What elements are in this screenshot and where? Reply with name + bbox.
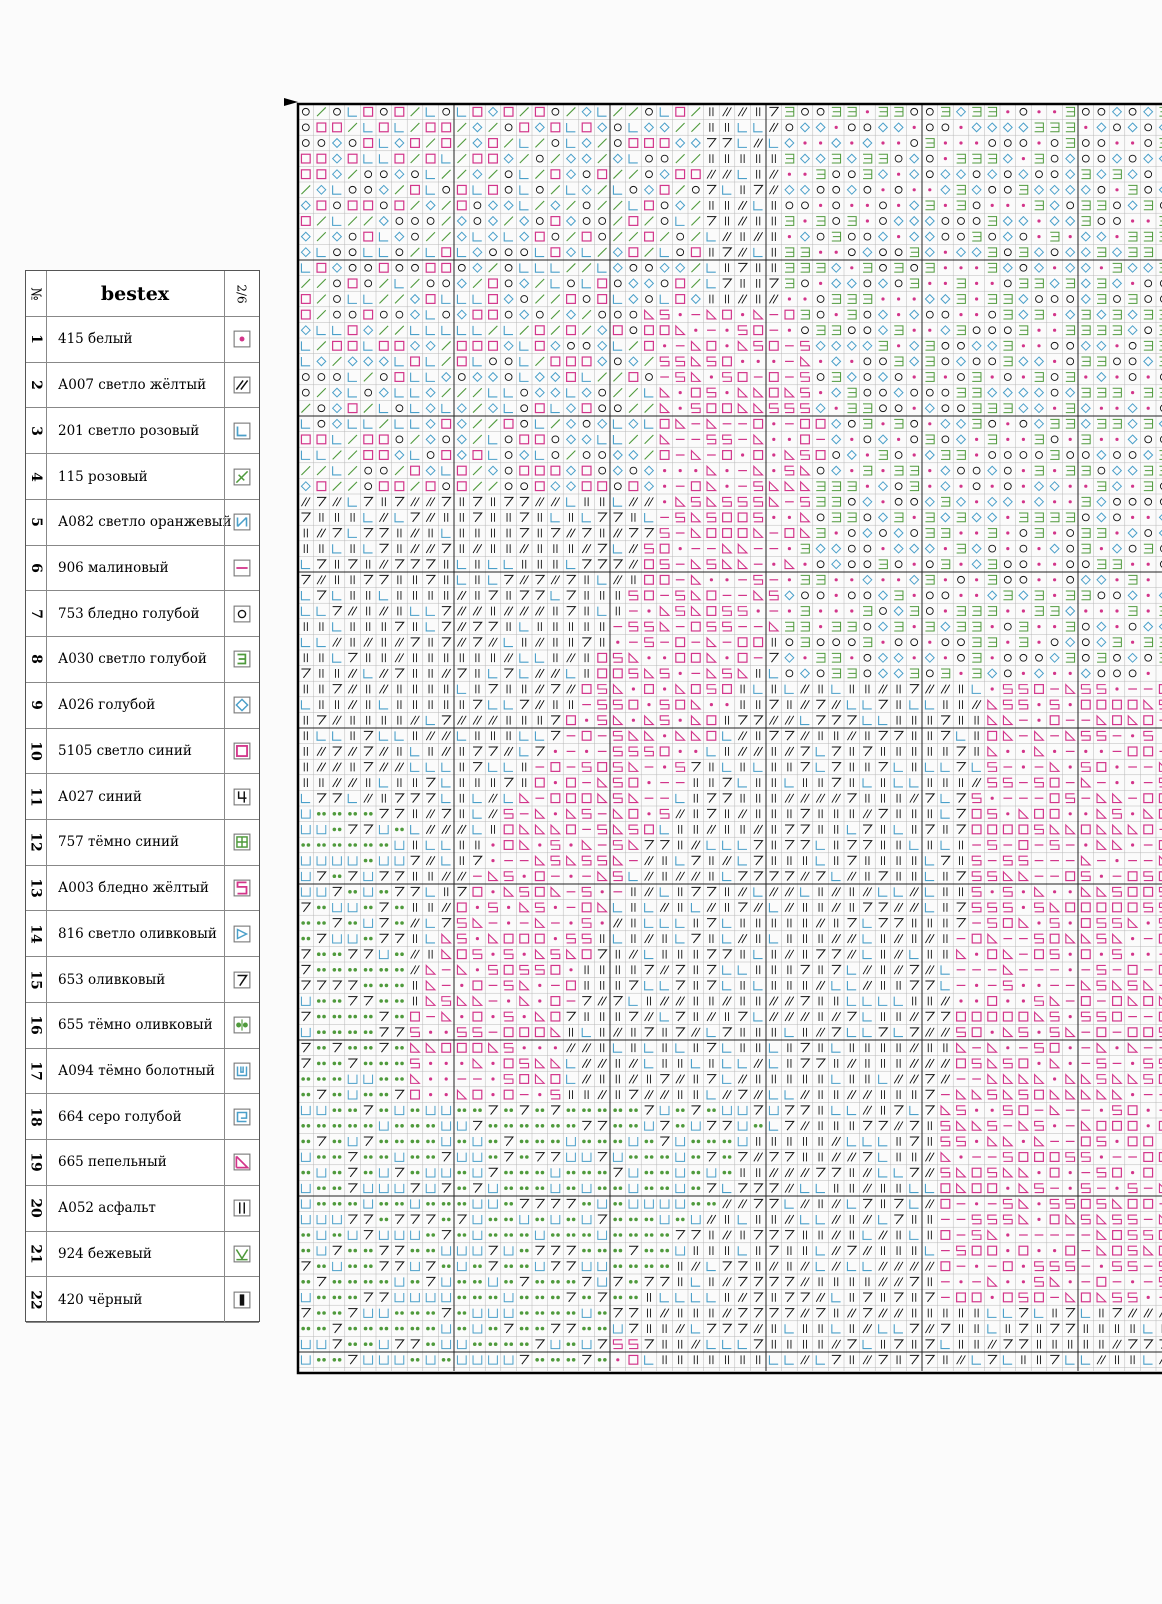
legend-row-label: 665 пепельный: [58, 1154, 167, 1171]
legend-row-number: 15: [27, 969, 44, 990]
legend-row-number: 2: [28, 380, 44, 390]
legend-row-label: 415 белый: [58, 331, 133, 348]
legend-row-label: А027 синий: [58, 788, 142, 805]
legend-row-label: 664 серо голубой: [58, 1108, 182, 1125]
corner-arrow-icon: [284, 98, 298, 106]
stitch-symbols: [301, 107, 1162, 1364]
legend-row-number: 19: [27, 1152, 44, 1173]
legend-row-label: А003 бледно жёлтый: [58, 880, 209, 897]
legend-row-label: 906 малиновый: [58, 559, 169, 576]
legend-row-number: 6: [28, 563, 44, 573]
legend-row-number: 7: [28, 608, 44, 619]
legend-row-label: А007 светло жёлтый: [58, 377, 207, 394]
legend-row-label: 753 бледно голубой: [58, 605, 200, 622]
legend-row-label: А094 тёмно болотный: [58, 1062, 215, 1079]
legend-row-number: 3: [28, 425, 44, 436]
legend-row-number: 4: [28, 471, 44, 482]
legend-row-number: 18: [27, 1106, 44, 1127]
legend-row-label: 115 розовый: [58, 468, 148, 485]
legend-row-label: А026 голубой: [58, 697, 156, 714]
legend-row-number: 16: [27, 1015, 44, 1036]
legend-header-symbol-label: 2/6: [235, 283, 249, 304]
legend-row-label: 655 тёмно оливковый: [58, 1017, 213, 1034]
legend-row-label: 201 светло розовый: [58, 422, 200, 439]
legend-row-number: 9: [28, 700, 44, 711]
legend-row-number: 8: [28, 654, 44, 665]
legend-row-number: 20: [27, 1198, 44, 1218]
legend-row-number: 10: [27, 741, 44, 761]
legend-row-number: 1: [28, 334, 44, 345]
legend-header-number: №: [28, 286, 44, 301]
legend-row-number: 14: [27, 924, 44, 944]
legend-row-number: 13: [27, 878, 44, 898]
legend-title: bestex: [100, 282, 170, 305]
legend-row-label: А030 светло голубой: [58, 651, 207, 668]
legend-row-label: 653 оливковый: [58, 971, 166, 988]
legend-row-label: 420 чёрный: [58, 1291, 143, 1308]
legend-row-label: 816 светло оливковый: [58, 925, 217, 942]
legend-row-number: 5: [28, 517, 44, 528]
legend-row-number: 21: [27, 1244, 44, 1264]
legend-row-number: 17: [27, 1061, 44, 1081]
legend-row-label: 924 бежевый: [58, 1245, 152, 1262]
legend-row-number: 12: [27, 832, 44, 853]
legend-row-number: 22: [27, 1289, 44, 1310]
legend-row-label: 757 тёмно синий: [58, 834, 179, 851]
legend-row-label: 5105 светло синий: [58, 742, 192, 759]
legend-row-number: 11: [27, 786, 44, 807]
legend-row-label: А052 асфальт: [58, 1200, 156, 1217]
legend-row-label: А082 светло оранжевый: [58, 514, 232, 531]
